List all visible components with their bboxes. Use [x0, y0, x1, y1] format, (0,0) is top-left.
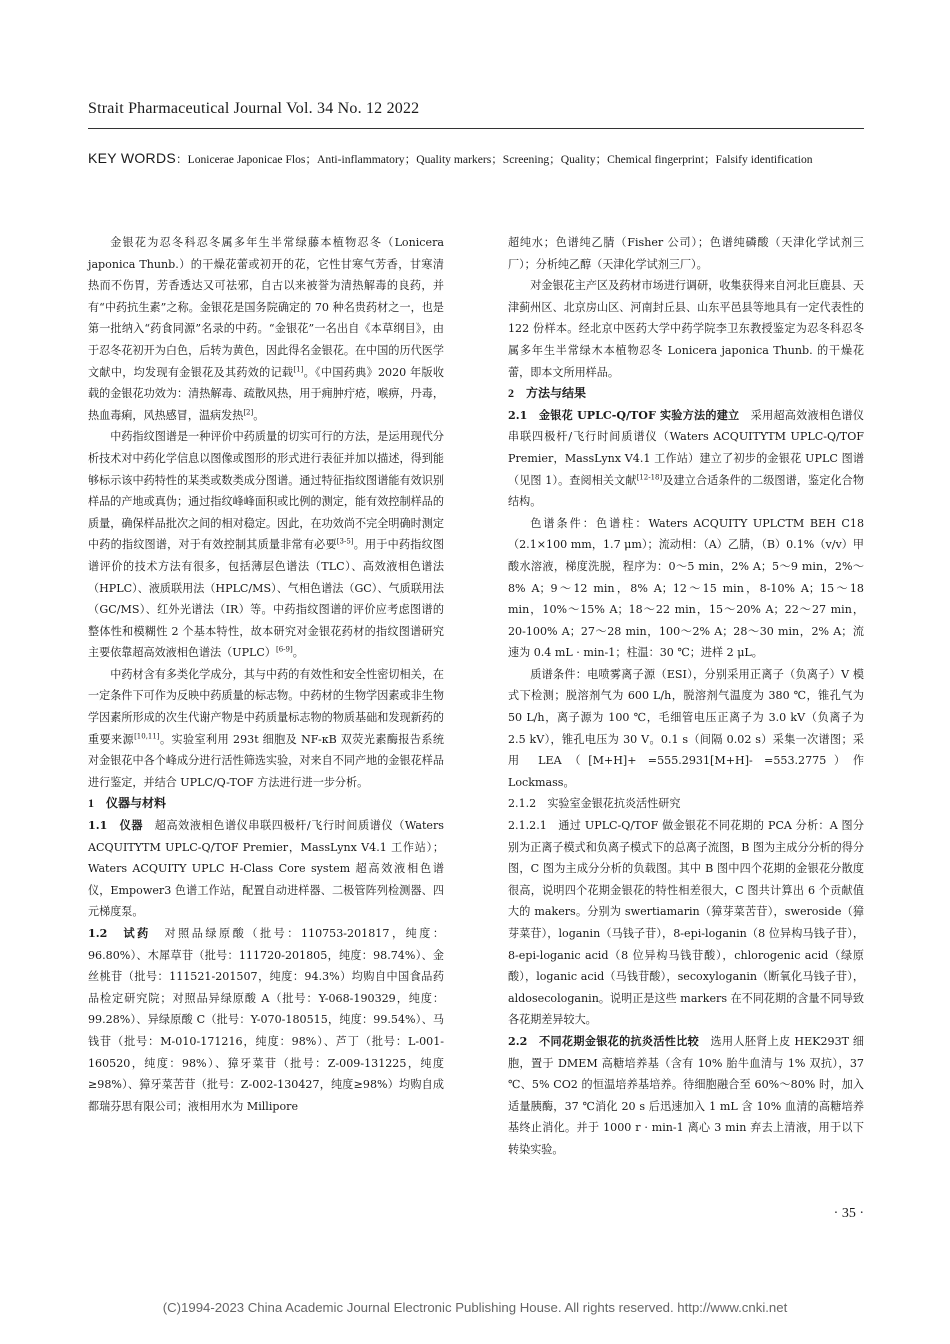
header-divider: [88, 128, 864, 129]
right-column: [508, 232, 864, 1161]
paragraph: 色谱条件：色谱柱：Waters ACQUITY UPLCTM BEH C18（2.1×100 mm，1.7 μm）；流动相：（A）乙腈，（B）0.1%（v/v）甲酸水溶液，梯度洗脱，程序为：0～5 min，2% A；5～9 min，2%～8% A；9～12 min，8% A；12～15 min，8-10% A；15～18 min，10%～15% A；18～22 min，15～20% A；22～27 min，20-100% A；27～28 min，100～2% A；28～30 min，2% A；流速为 0.4 mL · min-1；柱温：30 ℃；进样 2 μL。: [508, 516, 864, 660]
subsection: 2.2 不同花期金银花的抗炎活性比较 选用人胚肾上皮 HEK293T 细胞，置于 DMEM 高糖培养基（含有 10% 胎牛血清与 1% 双抗），37 ℃、5% CO2 的恒温培养基培养。待细胞融合至 60%～80% 时，加入适量胰酶，37 ℃消化 20 s 后迅速加入 1 mL 含 10% 血清的高糖培养基终止消化。并于 1000 r · min-1 离心 3 min 弃去上清液，用于以下转染实验。: [508, 1034, 864, 1156]
section-heading: 2 方法与结果: [508, 386, 587, 401]
paragraph: 中药指纹图谱是一种评价中药质量的切实可行的方法，是运用现代分析技术对中药化学信息以图像或图形的形式进行表征并加以描述，得到能够标示该中药特性的某类或数类成分图谱。通过特征指纹图谱能有效识别样品的产地或真伪；通过指纹峰峰面积或比例的测定，能有效控制样品的质量，确保样品批次之间的相对稳定。因此，在功效尚不完全明确时测定中药的指纹图谱，对于有效控制其质量非常有必要[3-5]。用于中药指纹图谱评价的技术方法有很多，包括薄层色谱法（TLC）、高效液相色谱法（HPLC）、液质联用法（HPLC/MS）、气相色谱法（GC）、气质联用法（GC/MS）、红外光谱法（IR）等。中药指纹图谱的评价应考虑图谱的整体性和模糊性 2 个基本特性，故本研究对金银花药材的指纹图谱研究主要依靠超高效液相色谱法（UPLC）[6-9]。: [88, 430, 444, 660]
journal-header: Strait Pharmaceutical Journal Vol. 34 No. 12 2022: [88, 100, 420, 117]
page-number: · 35 ·: [833, 1206, 864, 1221]
copyright-footer: (C)1994-2023 China Academic Journal Electronic Publishing House. All rights reserved. http://www.cnki.net: [162, 1300, 788, 1315]
keywords-label: KEY WORDS: [88, 150, 177, 166]
paragraph: 质谱条件：电喷雾离子源（ESI），分别采用正离子（负离子）V 模式下检测；脱溶剂气为 600 L/h，脱溶剂气温度为 380 ℃，锥孔气为 50 L/h，离子源为 100 ℃，毛细管电压正离子为 3.0 kV（负离子为 2.5 kV），锥孔电压为 30 V。0.1 s（间隔 0.02 s）采集一次谱图；采用 LEA（[M+H]+ =555.2931[M+H]- =553.2775）作 Lockmass。: [508, 667, 864, 789]
paragraph: 对金银花主产区及药材市场进行调研，收集获得来自河北巨鹿县、天津蓟州区、北京房山区、河南封丘县、山东平邑县等地具有一定代表性的 122 份样本。经北京中医药大学中药学院李卫东教授鉴定为忍冬科忍冬属多年生半常绿木本植物忍冬 Lonicera japonica Thunb. 的干燥花蕾，即本文所用样品。: [508, 279, 864, 379]
paragraph: 中药材含有多类化学成分，其与中药的有效性和安全性密切相关，在一定条件下可作为反映中药质量的标志物。中药材的生物学因素或非生物学因素所形成的次生代谢产物是中药质量标志物的物质基础和发现新药的重要来源[10,11]。实验室利用 293t 细胞及 NF-κB 双荧光素酶报告系统对金银花中各个峰成分进行活性筛选实验，对来自不同产地的金银花样品进行鉴定，并结合 UPLC/Q-TOF 方法进行进一步分析。: [88, 667, 444, 789]
keywords-text: ：Lonicerae Japonicae Flos；Anti-inflammatory；Quality markers；Screening；Quality；Chemical fingerprint；Falsify identification: [176, 153, 813, 166]
paragraph: 金银花为忍冬科忍冬属多年生半常绿藤本植物忍冬（Lonicera japonica Thunb.）的干燥花蕾或初开的花，它性甘寒气芳香，甘寒清热而不伤胃，芳香透达又可祛邪，自古以来被誉为清热解毒的良药，并有“中药抗生素”之称。金银花是国务院确定的 70 种名贵药材之一，也是第一批纳入“药食同源”名录的中药。“金银花”一名出自《本草纲目》，由于忍冬花初开为白色，后转为黄色，因此得名金银花。在中国的历代医学文献中，均发现有金银花及其药效的记载[1]。《中国药典》2020 年版收载的金银花功效为：清热解毒、疏散风热，用于痈肿疔疮，喉痹，丹毒，热血毒痢，风热感冒，温病发热[2]。: [88, 236, 444, 422]
subsection-title: 2.1.2 实验室金银花抗炎活性研究: [508, 797, 681, 811]
section-heading: 1 仪器与材料: [88, 796, 167, 811]
subsection: 2.1 金银花 UPLC-Q/TOF 实验方法的建立 采用超高效液相色谱仪串联四极杆/飞行时间质谱仪（Waters ACQUITYTM UPLC-Q/TOF Premier，MassLynx V4.1 工作站）建立了初步的金银花 UPLC 图谱（见图 1）。查阅相关文献[12-18]及建立合适条件的二级图谱，鉴定化合物结构。: [508, 408, 864, 509]
paragraph: 2.1.2.1 通过 UPLC-Q/TOF 做金银花不同花期的 PCA 分析：A 图分别为正离子模式和负离子模式下的总离子流图，B 图为主成分分析的得分图，C 图为主成分分析的负载图。其中 B 图中四个花期的金银花分散度很高，说明四个花期金银花的特性相差很大，C 图共计算出 6 个贡献值大的 makers。分别为 swertiamarin（獐芽菜苦苷），sweroside（獐芽菜苷），loganin（马钱子苷），8-epi-loganin（8 位异构马钱子苷），8-epi-loganic acid（8 位异构马钱苷酸），chlorogenic acid（绿原酸），loganic acid（马钱苷酸），secoxyloganin（断氧化马钱子苷），aldosecologanin。说明正是这些 markers 在不同花期的含量不同导致各花期差异较大。: [508, 819, 864, 1027]
keywords-block: [88, 148, 864, 170]
subsection: 1.2 试药 对照品绿原酸（批号：110753-201817，纯度：96.80%）、木犀草苷（批号：111720-201805，纯度：98.74%）、金丝桃苷（批号：111521-201507，纯度：94.3%）均购自中国食品药品检定研究院；对照品异绿原酸 A（批号：Y-068-190329，纯度：99.28%）、异绿原酸 C（批号：Y-070-180515，纯度：99.54%）、马钱苷（批号：M-010-171216，纯度：98%）、芦丁（批号：L-001-160520，纯度：98%）、獐牙菜苷（批号：Z-009-131225，纯度≥98%）、獐牙菜苦苷（批号：Z-002-130427，纯度≥98%）均购自成都瑞芬思有限公司；液相用水为 Millipore: [88, 927, 444, 1113]
subsection: 1.1 仪器 超高效液相色谱仪串联四极杆/飞行时间质谱仪（Waters ACQUITYTM UPLC-Q/TOF Premier，MassLynx V4.1 工作站）；Waters ACQUITY UPLC H-Class Core system 超高效液相色谱仪，Empower3 色谱工作站，配置自动进样器、二极管阵列检测器、四元梯度泵。: [88, 819, 444, 919]
paragraph: 超纯水；色谱纯乙腈（Fisher 公司）；色谱纯磷酸（天津化学试剂三厂）；分析纯乙醇（天津化学试剂三厂）。: [508, 236, 864, 271]
left-column: [88, 232, 444, 1117]
